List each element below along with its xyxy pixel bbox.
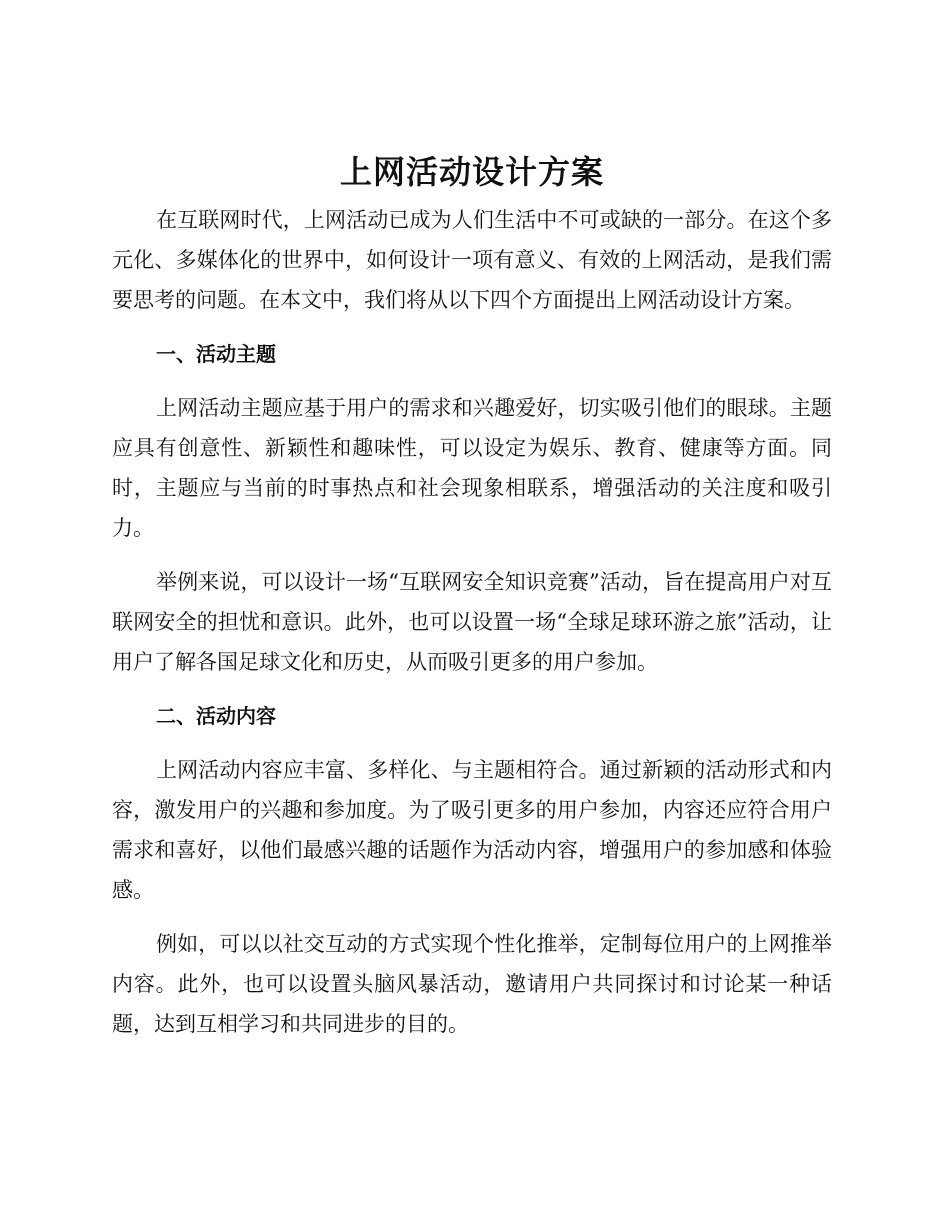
document-body: [112, 146, 832, 1044]
content-paragraph-2: 例如，可以以社交互动的方式实现个性化推举，定制每位用户的上网推举内容。此外，也可以设置头脑风暴活动，邀请用户共同探讨和讨论某一种话题，达到互相学习和共同进步的目的。: [112, 932, 832, 1036]
document-title: 上网活动设计方案: [339, 153, 604, 191]
intro-paragraph: 在互联网时代，上网活动已成为人们生活中不可或缺的一部分。在这个多元化、多媒体化的世界中，如何设计一项有意义、有效的上网活动，是我们需要思考的问题。在本文中，我们将从以下四个方面提出上网活动设计方案。: [112, 208, 832, 312]
section-heading-content: 二、活动内容: [156, 704, 276, 728]
theme-paragraph-2: 举例来说，可以设计一场“互联网安全知识竞赛”活动，旨在提高用户对互联网安全的担忧和意识。此外，也可以设置一场“全球足球环游之旅”活动，让用户了解各国足球文化和历史，从而吸引更多的用户参加。: [112, 570, 832, 674]
content-paragraph-1: 上网活动内容应丰富、多样化、与主题相符合。通过新颖的活动形式和内容，激发用户的兴趣和参加度。为了吸引更多的用户参加，内容还应符合用户需求和喜好，以他们最感兴趣的话题作为活动内容，增强用户的参加感和体验感。: [112, 758, 832, 902]
theme-paragraph-1: 上网活动主题应基于用户的需求和兴趣爱好，切实吸引他们的眼球。主题应具有创意性、新颖性和趣味性，可以设定为娱乐、教育、健康等方面。同时，主题应与当前的时事热点和社会现象相联系，增强活动的关注度和吸引力。: [112, 396, 832, 540]
section-heading-theme: 一、活动主题: [156, 342, 276, 366]
